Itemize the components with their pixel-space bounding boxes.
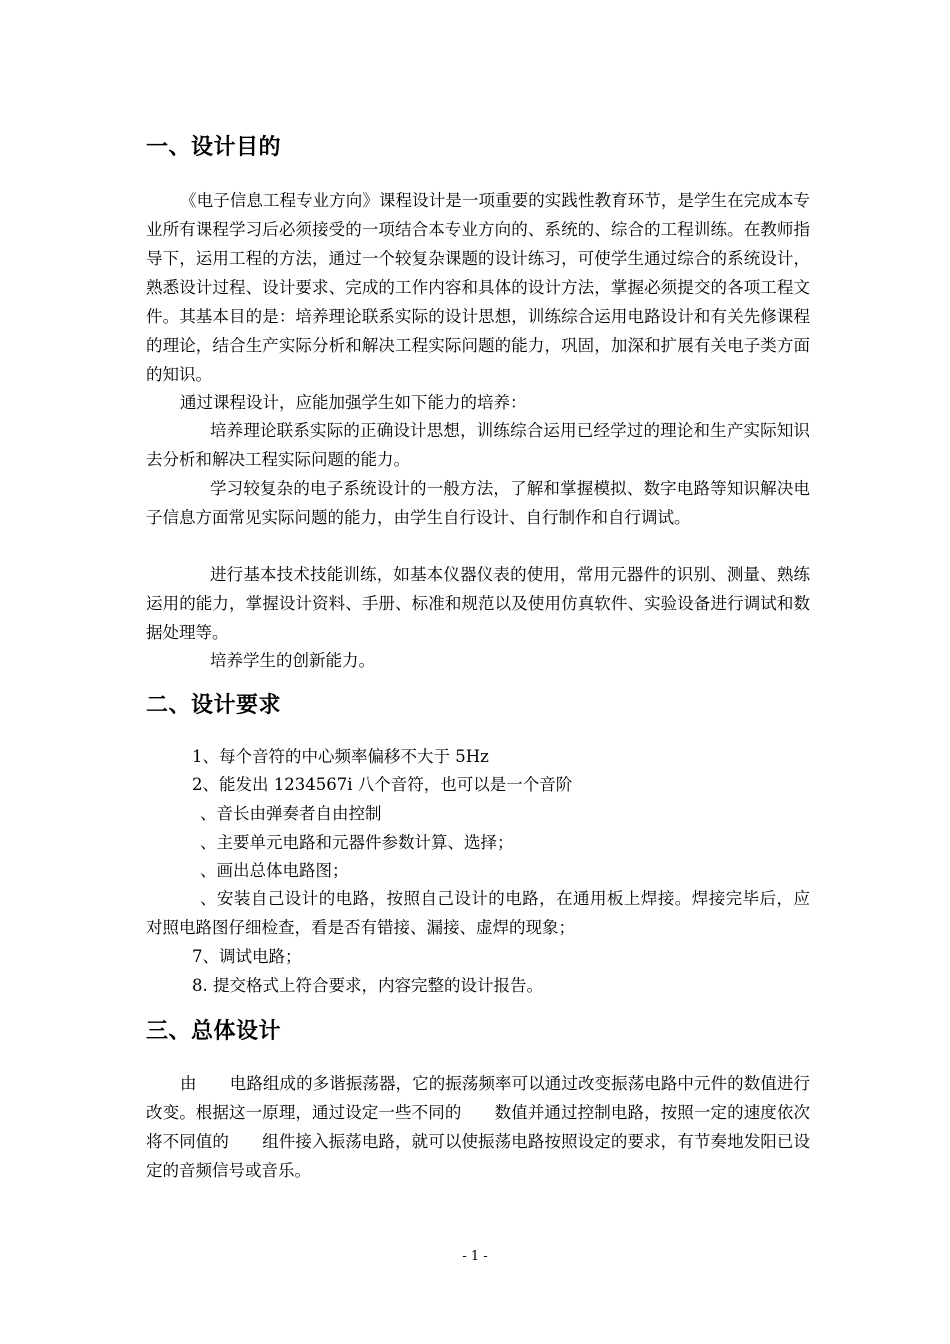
requirement-item-7: 7、调试电路；	[192, 947, 302, 966]
requirement-item-4: 、主要单元电路和元器件参数计算、选择；	[200, 833, 514, 852]
purpose-paragraph-1: 《电子信息工程专业方向》课程设计是一项重要的实践性教育环节，是学生在完成本专业所有课程学习后必须接受的一项结合本专业方向的、系统的、综合的工程训练。在教师指导下，运用工程的方法，通过一个较复杂课题的设计练习，可使学生通过综合的系统设计，熟悉设计过程、设计要求、完成的工作内容和具体的设计方法，掌握必须提交的各项工程文件。其基本目的是：培养理论联系实际的设计思想，训练综合运用电路设计和有关先修课程的理论，结合生产实际分析和解决工程实际问题的能力，巩固，加深和扩展有关电子类方面的知识。	[146, 191, 810, 384]
requirement-item-6: 、安装自己设计的电路，按照自己设计的电路，在通用板上焊接。焊接完毕后，应对照电路图仔细检查，看是否有错接、漏接、虚焊的现象；	[146, 889, 810, 937]
requirement-item-3: 、音长由弹奏者自由控制	[200, 804, 382, 823]
section-heading-purpose: 一、设计目的	[146, 135, 282, 160]
requirement-item-5: 、画出总体电路图；	[200, 861, 349, 880]
purpose-paragraph-5: 进行基本技术技能训练，如基本仪器仪表的使用，常用元器件的识别、测量、熟练运用的能力，掌握设计资料、手册、标准和规范以及使用仿真软件、实验设备进行调试和数据处理等。	[146, 565, 810, 642]
requirement-item-1: 1、每个音符的中心频率偏移不大于 5Hz	[192, 747, 489, 766]
requirement-item-2: 2、能发出 1234567i 八个音符，也可以是一个音阶	[192, 775, 573, 794]
section-heading-overall-design: 三、总体设计	[146, 1019, 282, 1044]
purpose-paragraph-2: 通过课程设计，应能加强学生如下能力的培养：	[180, 393, 527, 412]
purpose-paragraph-4: 学习较复杂的电子系统设计的一般方法，了解和掌握模拟、数字电路等知识解决电子信息方面常见实际问题的能力，由学生自行设计、自行制作和自行调试。	[146, 479, 810, 527]
purpose-paragraph-3: 培养理论联系实际的正确设计思想，训练综合运用已经学过的理论和生产实际知识去分析和解决工程实际问题的能力。	[146, 421, 810, 469]
requirement-item-8: 8. 提交格式上符合要求，内容完整的设计报告。	[192, 976, 543, 995]
purpose-paragraph-6: 培养学生的创新能力。	[210, 651, 375, 670]
page-number: - 1 -	[462, 1249, 488, 1264]
overall-paragraph-1: 由 电路组成的多谐振荡器，它的振荡频率可以通过改变振荡电路中元件的数值进行改变。根据这一原理，通过设定一些不同的 数值并通过控制电路，按照一定的速度依次将不同值的 组件接入振荡电路，就可以使振荡电路按照设定的要求，有节奏地发阳已设定的音频信号或音乐。	[146, 1074, 810, 1180]
section-heading-requirements: 二、设计要求	[146, 693, 282, 718]
